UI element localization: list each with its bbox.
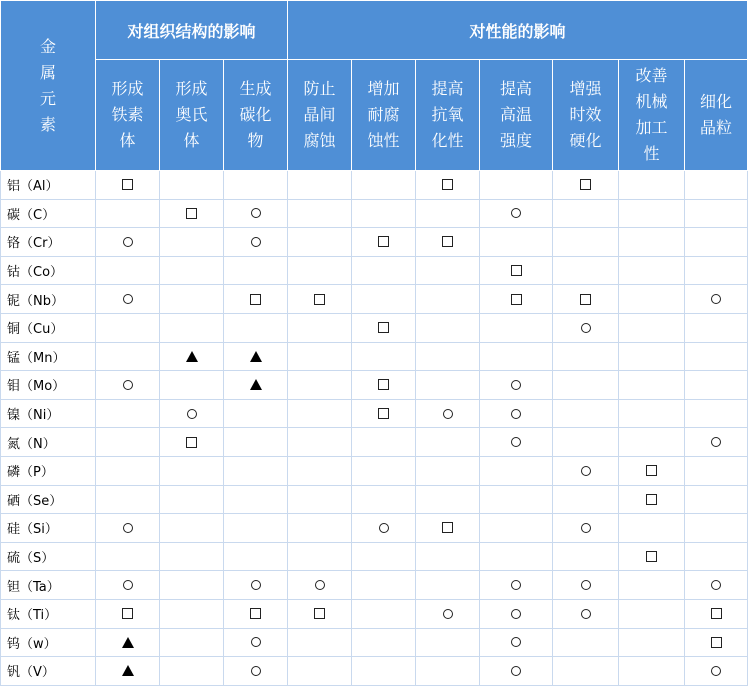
table-row: [1, 256, 748, 285]
effect-cell: [685, 199, 748, 228]
effect-cell: [352, 628, 416, 657]
effect-cell: [160, 628, 224, 657]
table-row: [1, 428, 748, 457]
circle-symbol: [581, 580, 591, 590]
effect-cell: [96, 485, 160, 514]
effect-cell: [352, 657, 416, 686]
effect-cell: [480, 628, 553, 657]
effect-cell: [352, 171, 416, 200]
circle-symbol: [711, 666, 721, 676]
column-header: 提高 抗氧 化性: [416, 60, 480, 171]
effect-cell: [224, 371, 288, 400]
circle-symbol: [511, 409, 521, 419]
square-symbol: [711, 608, 722, 619]
column-header: 形成 奥氏 体: [160, 60, 224, 171]
effect-cell: [480, 428, 553, 457]
effect-cell: [619, 456, 685, 485]
effect-cell: [288, 171, 352, 200]
effect-cell: [352, 485, 416, 514]
effect-cell: [480, 256, 553, 285]
circle-symbol: [511, 437, 521, 447]
effect-cell: [553, 542, 619, 571]
effect-cell: [480, 371, 553, 400]
effect-cell: [224, 599, 288, 628]
effect-cell: [553, 256, 619, 285]
effect-cell: [416, 628, 480, 657]
effect-cell: [480, 285, 553, 314]
effect-cell: [553, 428, 619, 457]
effect-cell: [96, 514, 160, 543]
effect-cell: [224, 228, 288, 257]
effect-cell: [685, 256, 748, 285]
effect-cell: [96, 657, 160, 686]
square-symbol: [378, 322, 389, 333]
element-name-cell: 磷（P）: [1, 456, 96, 485]
square-symbol: [511, 294, 522, 305]
effect-cell: [160, 342, 224, 371]
effect-cell: [352, 599, 416, 628]
effect-cell: [685, 657, 748, 686]
column-header: 生成 碳化 物: [224, 60, 288, 171]
effect-cell: [553, 571, 619, 600]
effect-cell: [352, 199, 416, 228]
circle-symbol: [123, 523, 133, 533]
circle-symbol: [123, 237, 133, 247]
effect-cell: [160, 399, 224, 428]
triangle-symbol: [122, 665, 134, 676]
effect-cell: [160, 571, 224, 600]
effect-cell: [685, 571, 748, 600]
column-header: 形成 铁素 体: [96, 60, 160, 171]
element-name-cell: 镍（Ni）: [1, 399, 96, 428]
effect-cell: [160, 456, 224, 485]
column-header: 防止 晶间 腐蚀: [288, 60, 352, 171]
effect-cell: [288, 485, 352, 514]
table-row: [1, 599, 748, 628]
effect-cell: [224, 542, 288, 571]
element-name-cell: 铌（Nb）: [1, 285, 96, 314]
effect-cell: [160, 171, 224, 200]
effect-cell: [553, 514, 619, 543]
effect-cell: [160, 428, 224, 457]
column-header: 细化 晶粒: [685, 60, 748, 171]
table-row: [1, 371, 748, 400]
effect-cell: [224, 342, 288, 371]
square-symbol: [250, 294, 261, 305]
effect-cell: [160, 313, 224, 342]
effect-cell: [160, 256, 224, 285]
square-symbol: [711, 637, 722, 648]
table-row: [1, 657, 748, 686]
square-symbol: [442, 236, 453, 247]
circle-symbol: [711, 580, 721, 590]
effect-cell: [480, 571, 553, 600]
effect-cell: [416, 399, 480, 428]
circle-symbol: [581, 523, 591, 533]
triangle-symbol: [122, 637, 134, 648]
effect-cell: [96, 399, 160, 428]
square-symbol: [646, 494, 657, 505]
effect-cell: [288, 456, 352, 485]
effect-cell: [288, 342, 352, 371]
column-header-row: [1, 60, 748, 171]
effect-cell: [160, 228, 224, 257]
effect-cell: [352, 428, 416, 457]
table-row: [1, 485, 748, 514]
effect-cell: [480, 599, 553, 628]
effect-cell: [480, 485, 553, 514]
effect-cell: [224, 571, 288, 600]
square-symbol: [314, 294, 325, 305]
square-symbol: [186, 437, 197, 448]
table-row: [1, 571, 748, 600]
effect-cell: [416, 571, 480, 600]
square-symbol: [580, 294, 591, 305]
square-symbol: [250, 608, 261, 619]
effect-cell: [96, 313, 160, 342]
effect-cell: [352, 542, 416, 571]
effect-cell: [685, 428, 748, 457]
effect-cell: [160, 514, 224, 543]
effect-cell: [619, 256, 685, 285]
effect-cell: [619, 599, 685, 628]
circle-symbol: [581, 323, 591, 333]
effect-cell: [619, 657, 685, 686]
square-symbol: [442, 522, 453, 533]
element-name-cell: 钨（w）: [1, 628, 96, 657]
effect-cell: [416, 313, 480, 342]
effect-cell: [352, 571, 416, 600]
circle-symbol: [511, 666, 521, 676]
effect-cell: [619, 313, 685, 342]
effect-cell: [416, 428, 480, 457]
effect-cell: [288, 228, 352, 257]
effect-cell: [288, 599, 352, 628]
effect-cell: [480, 514, 553, 543]
effect-cell: [96, 371, 160, 400]
circle-symbol: [187, 409, 197, 419]
performance-effect-header: 对性能的影响: [288, 1, 748, 60]
element-name-cell: 硅（Si）: [1, 514, 96, 543]
effect-cell: [685, 514, 748, 543]
circle-symbol: [379, 523, 389, 533]
element-name-cell: 钼（Mo）: [1, 371, 96, 400]
circle-symbol: [251, 580, 261, 590]
square-symbol: [186, 208, 197, 219]
effect-cell: [160, 285, 224, 314]
effect-cell: [352, 456, 416, 485]
effect-cell: [224, 514, 288, 543]
effect-cell: [288, 313, 352, 342]
circle-symbol: [251, 666, 261, 676]
effect-cell: [416, 599, 480, 628]
effect-cell: [288, 542, 352, 571]
effect-cell: [224, 456, 288, 485]
table-row: [1, 285, 748, 314]
square-symbol: [378, 236, 389, 247]
effect-cell: [96, 199, 160, 228]
effect-cell: [619, 171, 685, 200]
square-symbol: [442, 179, 453, 190]
effect-cell: [416, 485, 480, 514]
effect-cell: [685, 342, 748, 371]
circle-symbol: [711, 437, 721, 447]
effect-cell: [352, 342, 416, 371]
circle-symbol: [251, 208, 261, 218]
effect-cell: [480, 171, 553, 200]
table-row: [1, 228, 748, 257]
effect-cell: [619, 571, 685, 600]
effect-cell: [480, 342, 553, 371]
circle-symbol: [511, 637, 521, 647]
effect-cell: [224, 285, 288, 314]
effect-cell: [416, 199, 480, 228]
circle-symbol: [123, 380, 133, 390]
effect-cell: [480, 657, 553, 686]
table-row: [1, 514, 748, 543]
effect-cell: [685, 628, 748, 657]
effect-cell: [685, 313, 748, 342]
effect-cell: [416, 228, 480, 257]
column-header: 改善 机械 加工 性: [619, 60, 685, 171]
effect-cell: [685, 285, 748, 314]
circle-symbol: [511, 208, 521, 218]
element-name-cell: 硒（Se）: [1, 485, 96, 514]
square-symbol: [580, 179, 591, 190]
effect-cell: [416, 256, 480, 285]
square-symbol: [378, 379, 389, 390]
table-row: [1, 456, 748, 485]
element-name-cell: 钛（Ti）: [1, 599, 96, 628]
effect-cell: [553, 657, 619, 686]
structure-effect-header: 对组织结构的影响: [96, 1, 288, 60]
column-header: 增加 耐腐 蚀性: [352, 60, 416, 171]
element-name-cell: 钒（V）: [1, 657, 96, 686]
table-row: [1, 542, 748, 571]
effect-cell: [685, 542, 748, 571]
effect-cell: [480, 399, 553, 428]
column-header: 提高 高温 强度: [480, 60, 553, 171]
circle-symbol: [251, 637, 261, 647]
effect-cell: [96, 228, 160, 257]
table-row: [1, 628, 748, 657]
square-symbol: [314, 608, 325, 619]
triangle-symbol: [250, 351, 262, 362]
circle-symbol: [511, 380, 521, 390]
element-name-cell: 钴（Co）: [1, 256, 96, 285]
effect-cell: [224, 485, 288, 514]
effect-cell: [685, 456, 748, 485]
effect-cell: [619, 371, 685, 400]
effect-cell: [416, 456, 480, 485]
effect-cell: [352, 514, 416, 543]
effect-cell: [288, 399, 352, 428]
circle-symbol: [315, 580, 325, 590]
effect-cell: [416, 514, 480, 543]
effect-cell: [685, 599, 748, 628]
effect-cell: [352, 228, 416, 257]
effect-cell: [553, 399, 619, 428]
effect-cell: [480, 542, 553, 571]
circle-symbol: [123, 580, 133, 590]
effect-cell: [553, 599, 619, 628]
effect-cell: [619, 428, 685, 457]
triangle-symbol: [250, 379, 262, 390]
circle-symbol: [251, 237, 261, 247]
effect-cell: [160, 599, 224, 628]
element-name-cell: 硫（S）: [1, 542, 96, 571]
effect-cell: [288, 571, 352, 600]
effect-cell: [619, 399, 685, 428]
effect-cell: [619, 285, 685, 314]
circle-symbol: [443, 609, 453, 619]
effect-cell: [553, 342, 619, 371]
effect-cell: [96, 342, 160, 371]
effect-cell: [288, 428, 352, 457]
effect-cell: [416, 371, 480, 400]
effect-cell: [160, 657, 224, 686]
effect-cell: [160, 199, 224, 228]
table-row: [1, 313, 748, 342]
effect-cell: [96, 571, 160, 600]
element-name-cell: 铝（Al）: [1, 171, 96, 200]
effect-cell: [619, 485, 685, 514]
square-symbol: [646, 465, 657, 476]
effect-cell: [224, 657, 288, 686]
effect-cell: [553, 171, 619, 200]
effect-cell: [288, 371, 352, 400]
effect-cell: [553, 285, 619, 314]
effect-cell: [288, 628, 352, 657]
effect-cell: [619, 514, 685, 543]
table-body: [1, 171, 748, 686]
circle-symbol: [581, 466, 591, 476]
effect-cell: [352, 313, 416, 342]
effect-cell: [224, 628, 288, 657]
effect-cell: [224, 399, 288, 428]
effect-cell: [288, 199, 352, 228]
element-name-cell: 碳（C）: [1, 199, 96, 228]
effect-cell: [685, 171, 748, 200]
effect-cell: [96, 256, 160, 285]
circle-symbol: [581, 609, 591, 619]
table-row: [1, 399, 748, 428]
element-name-cell: 钽（Ta）: [1, 571, 96, 600]
effect-cell: [224, 256, 288, 285]
effect-cell: [160, 542, 224, 571]
effect-cell: [553, 313, 619, 342]
circle-symbol: [511, 609, 521, 619]
effect-cell: [619, 542, 685, 571]
effect-cell: [96, 599, 160, 628]
element-name-cell: 铬（Cr）: [1, 228, 96, 257]
group-header-row: [1, 1, 748, 60]
effect-cell: [96, 456, 160, 485]
effect-cell: [352, 256, 416, 285]
square-symbol: [122, 179, 133, 190]
circle-symbol: [443, 409, 453, 419]
effect-cell: [553, 228, 619, 257]
effect-cell: [288, 256, 352, 285]
effect-cell: [416, 285, 480, 314]
effect-cell: [288, 514, 352, 543]
effect-cell: [553, 199, 619, 228]
effect-cell: [416, 657, 480, 686]
column-header: 增强 时效 硬化: [553, 60, 619, 171]
table-row: [1, 342, 748, 371]
effect-cell: [553, 371, 619, 400]
effect-cell: [480, 228, 553, 257]
effect-cell: [416, 542, 480, 571]
effect-cell: [480, 313, 553, 342]
square-symbol: [646, 551, 657, 562]
effect-cell: [619, 342, 685, 371]
square-symbol: [378, 408, 389, 419]
circle-symbol: [511, 580, 521, 590]
effect-cell: [288, 285, 352, 314]
effect-cell: [352, 399, 416, 428]
effect-cell: [96, 171, 160, 200]
effect-cell: [416, 171, 480, 200]
metal-element-header: 金 属 元 素: [1, 1, 96, 171]
effect-cell: [288, 657, 352, 686]
effect-cell: [224, 171, 288, 200]
effect-cell: [416, 342, 480, 371]
effect-cell: [96, 285, 160, 314]
square-symbol: [511, 265, 522, 276]
circle-symbol: [123, 294, 133, 304]
effect-cell: [619, 628, 685, 657]
effect-cell: [685, 228, 748, 257]
element-name-cell: 氮（N）: [1, 428, 96, 457]
effect-cell: [352, 285, 416, 314]
effect-cell: [553, 628, 619, 657]
table-row: [1, 171, 748, 200]
element-name-cell: 铜（Cu）: [1, 313, 96, 342]
effect-cell: [619, 199, 685, 228]
effect-cell: [685, 399, 748, 428]
effect-cell: [685, 485, 748, 514]
effect-cell: [160, 371, 224, 400]
effect-cell: [619, 228, 685, 257]
effect-cell: [553, 485, 619, 514]
effect-cell: [96, 542, 160, 571]
effect-cell: [224, 199, 288, 228]
effect-cell: [480, 199, 553, 228]
effect-cell: [685, 371, 748, 400]
table-row: [1, 199, 748, 228]
effect-cell: [96, 628, 160, 657]
effect-cell: [480, 456, 553, 485]
effect-cell: [224, 313, 288, 342]
effect-cell: [352, 371, 416, 400]
effect-cell: [553, 456, 619, 485]
circle-symbol: [711, 294, 721, 304]
effect-cell: [96, 428, 160, 457]
effect-cell: [160, 485, 224, 514]
square-symbol: [122, 608, 133, 619]
triangle-symbol: [186, 351, 198, 362]
element-name-cell: 锰（Mn）: [1, 342, 96, 371]
effect-cell: [224, 428, 288, 457]
